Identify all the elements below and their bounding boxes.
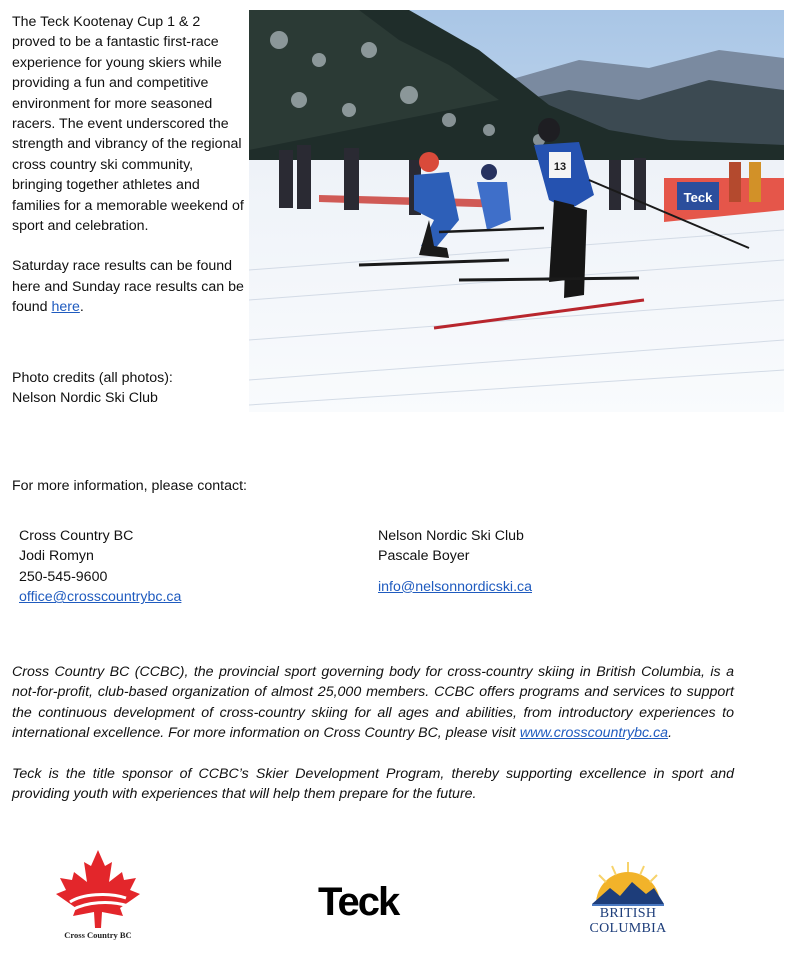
contact-intro: For more information, please contact:	[12, 478, 247, 494]
lead-column	[12, 12, 244, 409]
ccbc-logo	[52, 848, 144, 944]
banner-text: Teck	[683, 190, 713, 205]
contact-phone: 250-545-9600	[19, 568, 108, 585]
contact-name: Jodi Romyn	[19, 548, 94, 565]
bib-number: 13	[553, 161, 567, 173]
ccbc-website-link[interactable]: www.crosscountrybc.ca	[519, 725, 669, 742]
race-photo-illustration	[249, 10, 784, 412]
teck-wordmark: Teck	[318, 880, 399, 924]
contact-email-link[interactable]: office@crosscountrybc.ca	[19, 589, 182, 606]
photo-credits-source: Nelson Nordic Ski Club	[12, 390, 158, 407]
bc-logo-text	[582, 906, 674, 936]
about-teck: Teck is the title sponsor of CCBC’s Skier Development Program, thereby supporting excellence in sport and providing youth with experiences that will help them prepare for the future.	[12, 765, 734, 803]
british-columbia-logo	[582, 858, 674, 946]
photo-credits	[12, 368, 244, 409]
about-ccbc	[12, 662, 734, 744]
race-photo	[249, 10, 784, 412]
ccbc-logo-label: Cross Country BC	[64, 930, 132, 940]
contact-email-link[interactable]: info@nelsonnordicski.ca	[378, 578, 532, 595]
bc-sun-mountains-icon	[582, 858, 674, 906]
sunday-results-link[interactable]: here	[51, 299, 80, 316]
contact-name: Pascale Boyer	[378, 548, 470, 565]
about-section	[12, 662, 734, 804]
contact-ccbc	[19, 526, 181, 608]
photo-credits-label: Photo credits (all photos):	[12, 369, 173, 386]
maple-leaf-icon	[52, 848, 144, 930]
about-ccbc-end: .	[668, 725, 673, 742]
about-ccbc-text: Cross Country BC (CCBC), the provincial sport governing body for cross-country skiing in British Columbia, is a not-for-profit, club-based organization of almost 25,000 members. CCBC offers programs and services to support the continuous development of cross-country skiing for all ages and abilities, from introductory experiences to international excellence. For more information on Cross Country BC, please visit	[12, 664, 734, 742]
teck-logo	[318, 878, 412, 926]
contact-nelson-nordic	[378, 526, 532, 597]
results-text-end: .	[79, 299, 84, 316]
contact-org: Nelson Nordic Ski Club	[378, 528, 524, 544]
results-text: Saturday race results can be found here and Sunday race results can be found	[12, 258, 244, 316]
bc-logo-line2: COLUMBIA	[589, 921, 667, 936]
bc-logo-line1: BRITISH	[599, 906, 657, 921]
contact-org: Cross Country BC	[19, 528, 134, 544]
lead-paragraph: The Teck Kootenay Cup 1 & 2 proved to be a fantastic first-race experience for young skiers while providing a fun and competitive environment for more seasoned racers. The event underscored the strength and vibrancy of the regional cross country ski community, bringing together athletes and families for a memorable weekend of sport and celebration.	[12, 14, 244, 235]
results-paragraph	[12, 256, 244, 317]
